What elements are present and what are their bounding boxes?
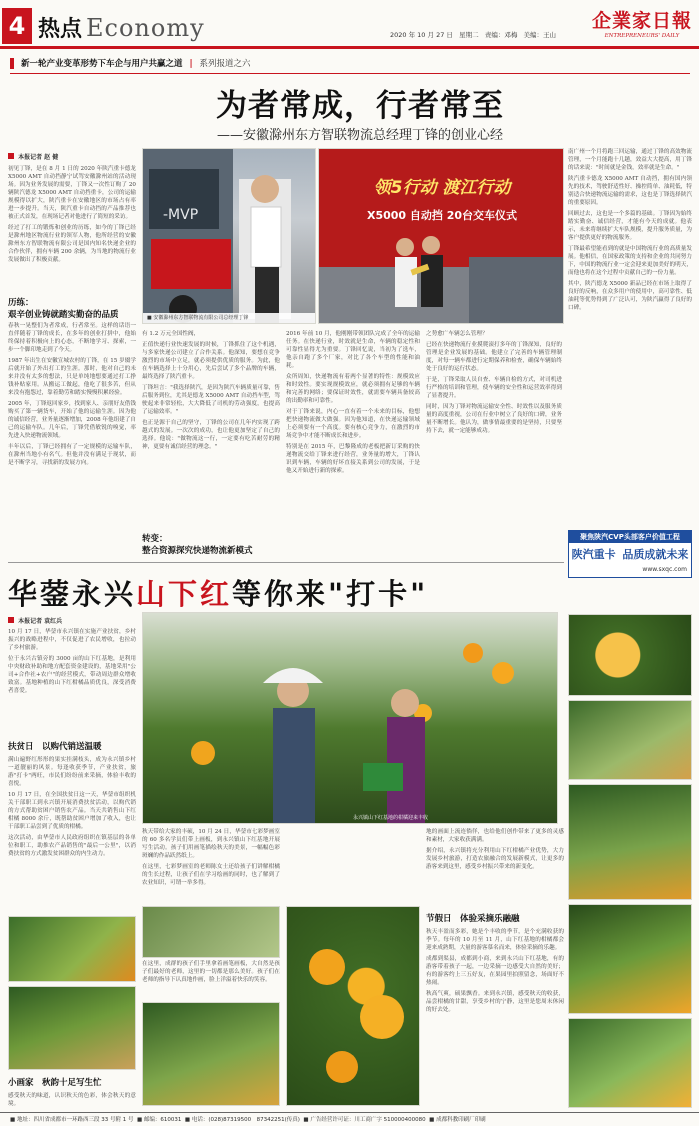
subheading: 艰辛创业铸就踏实勤奋的品质 [8,310,119,320]
paragraph: 丰年以后，丁锋已经拥有了一定规模的运输车队，在滁州当地小有名气。但他并没有满足于现状，而是不断学习，寻找新的发展方向。 [8,444,136,466]
ad-brand-right: 品质成就未来 [622,548,689,561]
article2-col3-b [426,928,564,1108]
paragraph: 2016 年前 10 月，他刚刚带领团队完成了全年的运输任务。在快递行业，时效就是生命，车辆的稳定性和可靠性显得尤为重要。丁锋回忆说，当初为了选车，他亲自跑了多个厂家，对比了各个车型的性能和油耗。 [286,331,420,369]
issue-designer: 美编：王山 [523,31,557,39]
section-title: 热点 [38,17,83,42]
orchard-scene [143,613,558,824]
paragraph: 1987 年出生在安徽宣城农村的丁锋，在 15 岁辍学后就开始了外出打工的生涯。那时，他对自己的未来并没有太多的想法，只是单纯地想要通过打工挣钱补贴家用。从搬运工做起，他吃了很多苦，但从来没有抱怨过，靠着勤劳和踏实慢慢积累经验。 [8,358,136,396]
footer-rule [0,1112,699,1113]
shaanxi-ad[interactable] [568,530,692,578]
article2-rule [8,562,564,563]
photo-boy-oranges [568,904,692,1014]
headline-part: 华蓥永兴 [8,577,137,611]
subheading: 整合资源探究快递物流新模式 [142,546,253,556]
issue-info [390,30,556,39]
page-number-badge [2,8,32,44]
paragraph: 秋天带给大家的丰硕，10 月 24 日，华蓥市七彩梦画室的 60 多名学员们带上画板，到永兴镇山下红基地开展写生活动。孩子们用画笔描绘秋天的美景，一幅幅色彩斑斓的作品跃然纸上。 [142,829,280,859]
paragraph: 之势愈广车辆怎么管理？ [426,331,488,337]
subheading: 历练： [8,298,34,308]
footer-license: 广告经营许可证：川工商广字 510000400080 [310,1117,426,1123]
article1-sub1 [8,296,136,320]
footer-printer: 成都科教印刷厂印刷 [436,1117,486,1123]
series-tag: 系列报道之六 [199,59,251,69]
paragraph: 成都到渠县，成都到小商，来到永兴山下红基地，有的游客带着孩子一起，一边采摘一边感受大自然的美好；有的游客约上三五好友，在果园里拍照留念，场面好不热闹。 [426,956,564,986]
paragraph: 经过了打工的锻炼和创业的历练，如今的丁锋已经是滁州地区物流行业的领军人物，他所经营的安徽滁州东方智联物流有限公司是国内知名快递企业的合作伙伴，拥有车辆 200 余辆，为当地的物流行业发展做出了积极贡献。 [8,225,136,263]
issue-date: 2020 年 10 月 27 日 [390,31,453,39]
footer-address: 地址：四川省成都市一环路西三段 33 号附 1 号 [16,1117,134,1123]
headline-red: 山下红 [136,577,233,611]
paragraph: 同时，因为丁锋对物流运输安全性、时效性以及服务质量的高度重视，公司在行业中树立了良好的口碑，业务量不断增长。他认为，做事情最重要的是坚持，只要坚持下去，就一定能够成功。 [426,404,562,434]
paragraph: 南广州一个月将跑三回运输，通过丁锋的高效物流管理，一个月能跑十几趟，效益大大提高，用丁锋的话来说："时间就是金钱，效率就是生命。" [568,149,692,171]
paragraph: 陕汽重卡德龙 X5000 AMT 自动挡，拥有国内领先的技术，驾驶舒适性好、操控简单、油耗低，特别适合快递物流运输的需求，这也是丁锋选择陕汽的重要原因。 [568,176,692,206]
ceremony-scene [319,227,564,324]
article1-headline: 为者常成，行者常至 [216,88,504,124]
ad-brand-left: 陕汽重卡 [571,548,616,561]
ad-slogan: 聚焦陕汽CVP头部客户价值工程 [569,531,691,543]
article2-sub1: 扶贫日 以购代销送温暖 [8,742,102,752]
paragraph: 回顾过去，这也是一个多篇的基础。丁锋因为始终踏实勤奋、诚信经营，才能有今天的成就。他表示，未来将继续扩大车队规模，提升服务质量，为客户提供更好的物流服务。 [568,211,692,241]
paragraph: 初见丁锋，是在 8 月 1 日的 2020 年陕汽重卡德龙 X5000 AMT 自动挡静宁试驾安徽滁州站的活动现场。因为业务发展的需要，丁锋又一次性订购了 20 辆陕汽德龙 X5000 AMT 自动挡重卡，公司的运输规模得以扩大，陕汽重卡在安徽地区的市场占有率进一步提升。当天，陕汽重卡自动挡的产品推荐也被正式首发，在现场记者对他进行了简短的采访。 [8,166,136,220]
paragraph: 春秋一晃整们为者常成，行者常至。这样的话语一直伴随着丁锋的成长，在多年的创业打拼中，他始终保持着积极向上的心态，不断地学习、探索，一步一个脚印地走到了今天。 [8,323,136,353]
ad-website[interactable]: www.sxqc.com [642,566,687,573]
article1-col1 [8,165,136,295]
photo1-caption-text: 安徽滁州东方智联物流有限公司总经理丁锋 [153,315,249,321]
paragraph: 已经在快递物流行业摸爬滚打多年的丁锋深知，良好的管理是企业发展的基础。他建立了完善的车辆管理制度，对每一辆车都进行定期保养和检查，确保车辆始终处于良好的运行状态。 [426,342,562,372]
header-rule [0,46,699,49]
masthead-name-en: ENTREPRENEURS' DAILY [604,33,680,39]
subheading: 转变： [142,534,168,544]
paragraph: 10 月 17 日，在全国扶贫日这一天，华蓥市组织机关干部职工到永兴镇开展消费扶贫活动，以购代销的方式帮助贫困户销售农产品。当天共销售山下红柑橘 8000 余斤，既帮助贫困户增加了收入，也让干部职工品尝到了优质的柑橘。 [8,792,136,830]
photo-citrus-cut [568,614,692,696]
page-number: 4 [8,12,26,40]
paragraph: 据介绍，永兴镇将充分利用山下红柑橘产业优势，大力发展乡村旅游，打造农旅融合的发展新模式，让更多的游客来到这里，感受乡村振兴带来的新变化。 [426,848,564,870]
paragraph: 正值快递行业快速发展的时候，丁锋抓住了这个机遇，与多家快递公司建立了合作关系。他深知，要想在竞争激烈的市场中立足，就必须提供优质的服务。为此，他在车辆选择上十分用心，先后尝试了多个品牌的车辆，最终选择了陕汽重卡。 [142,342,280,380]
photo-children-painting [142,906,280,958]
article1-sub2 [142,532,280,556]
photo-picking-1 [8,916,136,982]
photo-girl-tree [568,1018,692,1108]
paragraph: 在这里，七彩梦画室的老师陈女士还给孩子们讲解柑橘的生长过程，让孩子们在学习绘画的同时，也了解到了农业知识，可谓一举多得。 [142,864,280,886]
masthead-name: 企業家日報 [591,10,692,32]
article2-sub2: 节假日 体验采摘乐融融 [426,914,520,924]
series-title: 新一轮产业变革形势下车企与用户共赢之道 [20,59,183,69]
paragraph: 于是，丁锋采取人员自查、车辆自检的方式，对司机进行严格的培训和管理，使车辆的安全性和运营效率得到了显著提升。 [426,377,562,399]
page-footer: ■ 地址：四川省成都市一环路西三段 33 号附 1 号 ■ 邮编：610031 ■ 电话：(028)87319500 87342251(传真) ■ 广告经营许可证：川工商广字 510000400080 ■ 成都科教印刷厂印刷 [10,1117,486,1123]
photo-picking-2 [8,986,136,1070]
paragraph: 10 月 17 日，华蓥市永兴镇在实施产业扶贫，乡村振兴的战略进程中，不仅促进了农民增收，也拉动了乡村旅游。 [8,629,136,651]
article2-col1-b [8,756,136,914]
article1-byline [8,152,58,161]
ad-brand-row [569,546,691,562]
paragraph: 特别是在 2015 年，巴黎隆成的老板把新订采购的快递物流交给丁锋来进行经营，业务量的增大，丁锋认识到车辆，车辆的好坏直接关系到公司的发展，于是他又开始进行新的探索。 [286,444,420,474]
photo-oranges-closeup [286,906,420,1106]
paragraph: 这次活动，由华蓥市人民政府组织在镇基层的各单位和职工，助推农产品销售的"最后一公里"，以消费扶贫的方式激发贫困群众的内生动力。 [8,835,136,857]
paragraph: 丁锋最希望能看到的就是中国物流行业的高质量发展。他相信，在国家政策的支持和企业的共同努力下，中国的物流行业一定会迎来更加美好的明天，而他也将在这个过程中贡献自己的一份力量。 [568,246,692,276]
series-bar: 新一轮产业变革形势下车企与用户共赢之道 | 系列报道之六 [10,54,690,74]
paragraph: 满山遍野红彤彤的果实挂满枝头，成为永兴镇乡村一道靓丽的风景。每逢收获季节，产业扶贫，旅游"打卡"两旺，市民们纷纷前来采摘，体验丰收的喜悦。 [8,757,136,787]
article1-col5 [568,148,692,528]
paragraph: 有 1.2 万元全国性阀， [142,331,200,337]
main-photo-caption: 永兴镇山下红基地的柑橘迎来丰收 [353,815,429,821]
photo-girl-picking [568,784,692,900]
photo-ding-feng-truck [142,148,316,324]
photo-child-orchard [142,1002,280,1106]
orange-fruits [287,907,420,1106]
section-title-en: Economy [86,14,205,42]
paragraph: 地的画面上流连徜徉，也给他们创作带来了更多的灵感和素材，大家收获满满。 [426,829,564,843]
masthead-logo [588,6,696,42]
article1-col2 [142,330,280,530]
paragraph: 众所周知，快递物流有着两个显著的特性：规模效应和时效性。要实现规模效应，就必须拥有足够的车辆和完善的网络；要保证时效性，就需要车辆具备较高的出勤率和可靠性。 [286,374,420,404]
article2-col1 [8,628,136,736]
issue-editor: 责编：邓梅 [484,31,518,39]
article2-col1-c [8,1092,136,1108]
article1-subheadline: ——安徽滁州东方智联物流总经理丁锋的创业心经 [216,128,503,143]
paragraph: 其中，陕汽德龙 X5000 新品已经在市场上取得了良好的反响，在众多用户的使用中，高可靠性、低油耗等优势得到了广泛认可，为陕汽赢得了良好的口碑。 [568,281,692,311]
article2-col2 [142,828,280,906]
article2-headline [8,572,564,613]
footer-postcode: 邮编：610031 [143,1117,182,1123]
byline-text: 本报记者 袁红兵 [18,618,63,625]
ceremony-subtitle: X5000 自动挡 20台交车仪式 [366,209,518,222]
article2-col3 [426,828,564,908]
paragraph: 也正是源于自己的坚守，丁锋的公司在几年内实现了跨越式的发展。一次次的成功，也让他更加坚定了自己的选择。他说："做物流这一行，一定要有吃苦耐劳的精神，更要有诚信经营的理念。" [142,420,280,450]
headline-part: 等你来"打卡" [232,577,429,611]
photo1-caption: ■ 安徽滁州东方智联物流有限公司总经理丁锋 [143,313,316,323]
photo-orchard-main [142,612,558,824]
photo-delivery-ceremony [318,148,564,324]
paragraph: 感受秋天的味道，认识秋天的色彩，体会秋天的意境。 [8,1093,136,1107]
article2-col2-b [142,960,280,1000]
article2-byline [8,616,62,625]
paragraph: 2005 年，丁锋返回家乡，找到家人、亲朋好友借钱购买了第一辆货车，开始了他的运输生涯。因为他的诚信经营，业务量逐渐增加，2008 年他组建了自己的运输车队。几年后，丁锋凭借敏锐的嗅觉，率先进入快递物流领域。 [8,401,136,439]
paragraph: 丁锋坦言："我选择陕汽，是因为陕汽车辆质量可靠，售后服务到位，尤其是德龙 X5000 AMT 自动挡车型，驾驶起来非常轻松，大大降低了司机的劳动强度，也提高了运输效率。" [142,385,280,415]
truck-illustration [143,149,316,324]
issue-weekday: 星期二 [459,31,479,39]
paragraph: 秋高气爽，硕果飘香。来到永兴镇，感受秋天的收获，品尝柑橘的甘甜，享受乡村的宁静，这里是您周末休闲的好去处。 [426,991,564,1013]
ceremony-banner: 领5行动 渡江行动 [373,178,511,198]
paragraph: 对于丁锋来说，内心一直有着一个未来的目标，他想把快递物流做大做强。因为他知道，在快递运输领域上必须要有一个高度。要有核心竞争力，在激烈的市场竞争中才能不断成长和进步。 [286,409,420,439]
footer-phone: 电话：(028)87319500 87342251(传真) [191,1117,300,1123]
svg-text:-MVP: -MVP [163,207,199,223]
article2-sub3: 小画家 秋韵十足写生忙 [8,1078,102,1088]
paragraph: 在这里，成群的孩子们手里拿着画笔画板，大自然是孩子们最好的老师，这里的一切都是那么美好。孩子们在老师的指导下认真地作画，脸上洋溢着快乐的笑容。 [142,961,280,983]
paragraph: 位于永兴古镇旁的 3000 亩的山下红基地，是利用中央财政补助和地方配套资金建设的，基地采用"公司+合作社+农户"的经营模式，带动周边群众增收致富。基地种植的山下红柑橘品质优良，深受消费者喜爱。 [8,656,136,694]
page-header [0,0,699,46]
byline-text: 本报记者 赵 健 [18,154,59,161]
paragraph: 秋天丰盈而多彩，她是个丰收的季节，是个充满收获的季节。每年的 10 月至 11 月，山下红基地的柑橘都会迎来成熟期，大量的游客慕名而来，体验采摘的乐趣。 [426,929,564,951]
photo-family-basket [568,700,692,780]
